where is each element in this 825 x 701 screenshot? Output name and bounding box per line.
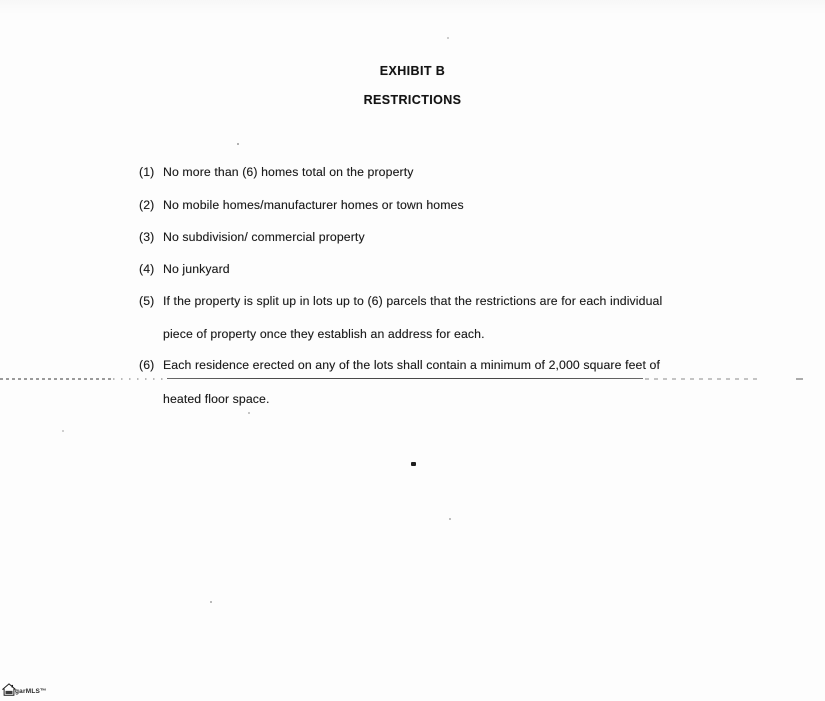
scan-speck [237,143,239,145]
scan-speck [411,462,416,466]
scan-edge-shading [0,0,825,14]
scan-speck [447,37,449,39]
item-text: No mobile homes/manufacturer homes or town homes [163,198,464,212]
scan-artifact-line [0,378,112,380]
mls-watermark [2,683,48,697]
item-text: heated floor space. [163,392,270,406]
restriction-item-4 [139,262,739,276]
document-subtitle: RESTRICTIONS [363,93,462,107]
item-number: (4) [139,262,155,276]
item-text: No more than (6) homes total on the property [163,165,414,179]
restriction-item-5 [139,294,739,308]
restriction-item-3 [139,230,739,244]
scan-artifact-line [796,378,803,380]
scan-speck [62,430,64,432]
scan-speck [210,601,212,603]
item-text: If the property is split up in lots up to (6) parcels that the restrictions are for each individual [163,294,663,308]
mls-watermark-text: garMLS™ [15,688,47,695]
house-icon [2,683,16,697]
item-text: piece of property once they establish an address for each. [163,327,485,341]
restriction-item-1 [139,165,739,179]
item-number: (1) [139,165,155,179]
item-text: No junkyard [163,262,230,276]
restriction-item-6 [139,358,739,372]
scan-artifact-line [113,378,167,380]
document-title: EXHIBIT B [379,64,446,78]
restriction-item-6-continued [163,392,763,406]
item-text: Each residence erected on any of the lots shall contain a minimum of 2,000 square feet of [163,358,660,372]
item-number: (3) [139,230,155,244]
scan-artifact-line [167,378,643,380]
item-number: (2) [139,198,155,212]
item-text: No subdivision/ commercial property [163,230,365,244]
item-number: (5) [139,294,155,308]
restriction-item-2 [139,198,739,212]
scan-speck [449,518,451,520]
restriction-item-5-continued [163,327,763,341]
item-number: (6) [139,358,155,372]
scan-artifact-line [645,378,757,380]
scan-speck [248,412,250,414]
